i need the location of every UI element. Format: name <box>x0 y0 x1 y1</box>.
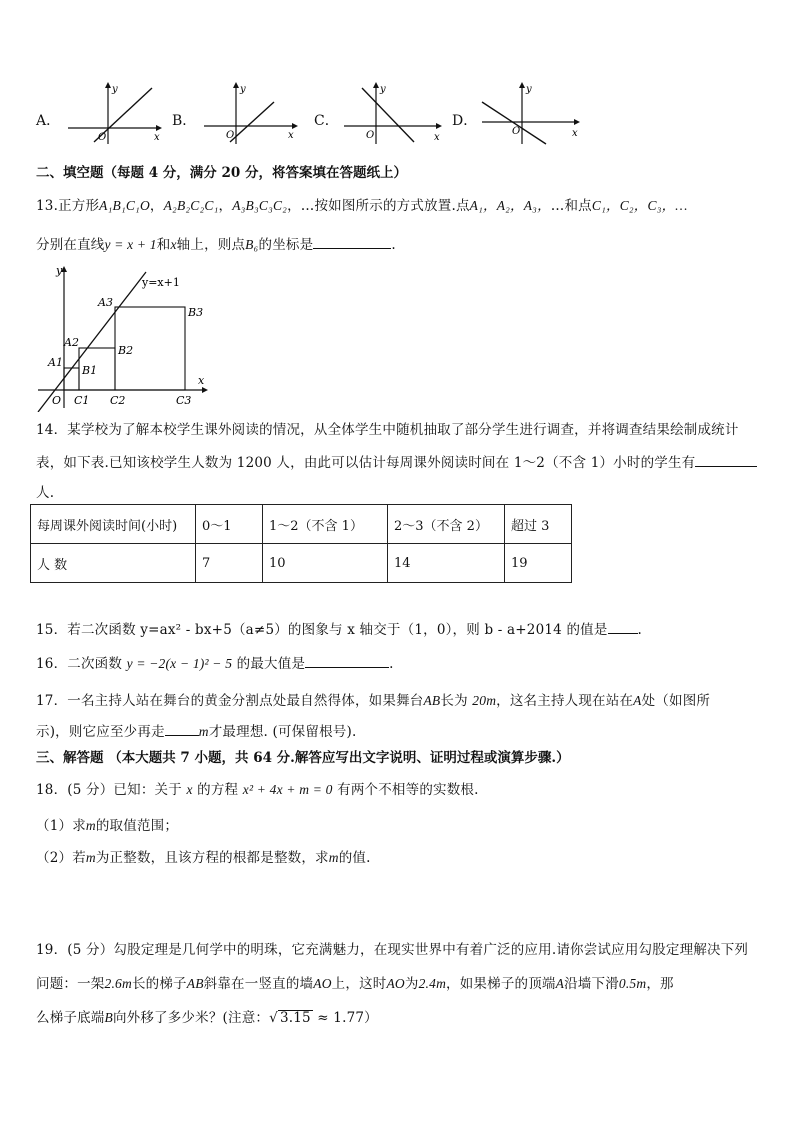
q14-line1: 14．某学校为了解本校学生课外阅读的情况，从全体学生中随机抽取了部分学生进行调查，并将调查结果绘制成统计 <box>36 422 739 438</box>
table-cell: 0～1 <box>196 505 263 544</box>
answer-blank[interactable] <box>695 452 757 467</box>
svg-text:B2: B2 <box>118 344 134 357</box>
answer-blank[interactable] <box>165 721 199 736</box>
svg-text:y: y <box>526 84 532 95</box>
q18-part1: （1）求m的取值范围； <box>36 818 179 834</box>
q18-line1: 18．(5 分）已知：关于 x 的方程 x² + 4x + m = 0 有两个不相等的实数根. <box>36 782 479 798</box>
svg-text:y: y <box>56 264 63 277</box>
table-cell: 10 <box>263 544 388 583</box>
svg-text:y: y <box>380 84 386 95</box>
option-a <box>36 78 160 148</box>
svg-text:x: x <box>434 132 440 143</box>
option-b-graph <box>200 78 300 148</box>
q19-line3: 么梯子底端B向外移了多少米？(注意：√ 3.15 ≈ 1.77） <box>36 1010 378 1026</box>
table-cell: 1～2（不含 1） <box>263 505 388 544</box>
reading-time-table <box>30 504 572 583</box>
svg-text:O: O <box>366 130 375 141</box>
q13-line1: 13.正方形A₁B₁C₁O，A₂B₂C₂C₁，A₃B₃C₃C₂，…按如图所示的方式放置.点A₁，A₂，A₃，…和点C₁，C₂，C₃，… <box>36 198 688 214</box>
q13-line2: 分别在直线y = x + 1和x轴上，则点B₆的坐标是 . <box>36 233 396 253</box>
svg-text:x: x <box>154 132 160 143</box>
section-3-title: 三、解答题 （本大题共 7 小题，共 64 分.解答应写出文字说明、证明过程或演算步骤.） <box>36 750 570 766</box>
option-b <box>172 78 292 148</box>
option-c-graph <box>340 78 450 148</box>
svg-text:C2: C2 <box>110 394 126 407</box>
option-d <box>452 78 582 148</box>
svg-text:B3: B3 <box>188 306 204 319</box>
table-row <box>31 544 572 583</box>
option-c <box>314 78 444 148</box>
q17-line2: 示)，则它应至少再走 m才最理想. (可保留根号). <box>36 720 356 740</box>
q16-text: 16．二次函数 y = −2(x − 1)² − 5 的最大值是 . <box>36 652 394 672</box>
q19-line2: 问题：一架2.6m长的梯子AB斜靠在一竖直的墙AO上，这时AO为2.4m，如果梯子的顶端A沿墙下滑0.5m，那 <box>36 976 674 992</box>
svg-text:A1: A1 <box>48 356 63 369</box>
svg-text:x: x <box>198 374 205 387</box>
answer-blank[interactable] <box>313 234 391 249</box>
svg-text:x: x <box>572 128 578 139</box>
svg-text:A3: A3 <box>98 296 113 309</box>
option-label: B． <box>172 113 197 129</box>
table-cell: 19 <box>505 544 572 583</box>
option-label: D． <box>452 113 478 129</box>
svg-text:y: y <box>240 84 246 95</box>
svg-text:O: O <box>52 394 62 407</box>
sqrt-sign: √ <box>269 1010 278 1026</box>
q15-text: 15．若二次函数 y=ax² - bx+5（a≠5）的图象与 x 轴交于（1，0），则 b - a+2014 的值是 . <box>36 618 642 638</box>
svg-text:O: O <box>512 126 521 137</box>
option-d-graph <box>478 78 588 148</box>
q18-part2: （2）若m为正整数，且该方程的根都是整数，求m的值. <box>36 850 371 866</box>
table-cell: 14 <box>388 544 505 583</box>
svg-text:O: O <box>226 130 235 141</box>
table-cell: 每周课外阅读时间(小时) <box>31 505 196 544</box>
table-cell: 7 <box>196 544 263 583</box>
table-header-row <box>31 505 572 544</box>
option-a-graph <box>64 78 164 148</box>
svg-text:x: x <box>288 130 294 141</box>
table-cell: 2～3（不含 2） <box>388 505 505 544</box>
answer-blank[interactable] <box>305 653 389 668</box>
svg-text:C1: C1 <box>74 394 90 407</box>
table-cell: 人 数 <box>31 544 196 583</box>
svg-text:A2: A2 <box>64 336 79 349</box>
svg-text:B1: B1 <box>82 364 98 377</box>
option-label: A． <box>36 113 61 129</box>
section-2-title: 二、填空题（每题 4 分，满分 20 分，将答案填在答题纸上） <box>36 165 407 181</box>
svg-text:y=x+1: y=x+1 <box>142 276 180 289</box>
svg-text:O: O <box>98 132 107 143</box>
q14-line3: 人. <box>36 485 55 501</box>
q14-line2: 表，如下表.已知该校学生人数为 1200 人，由此可以估计每周课外阅读时间在 1～2（不含 1）小时的学生有 <box>36 451 757 471</box>
q17-line1: 17．一名主持人站在舞台的黄金分割点处最自然得体，如果舞台AB长为 20m，这名主持人现在站在A处（如图所 <box>36 693 711 709</box>
svg-text:y: y <box>112 84 118 95</box>
q19-line1: 19．(5 分）勾股定理是几何学中的明珠，它充满魅力，在现实世界中有着广泛的应用.请你尝试应用勾股定理解决下列 <box>36 942 749 958</box>
answer-blank[interactable] <box>608 619 638 634</box>
table-cell: 超过 3 <box>505 505 572 544</box>
q13-figure <box>34 262 214 412</box>
option-label: C． <box>314 113 339 129</box>
svg-text:C3: C3 <box>176 394 192 407</box>
